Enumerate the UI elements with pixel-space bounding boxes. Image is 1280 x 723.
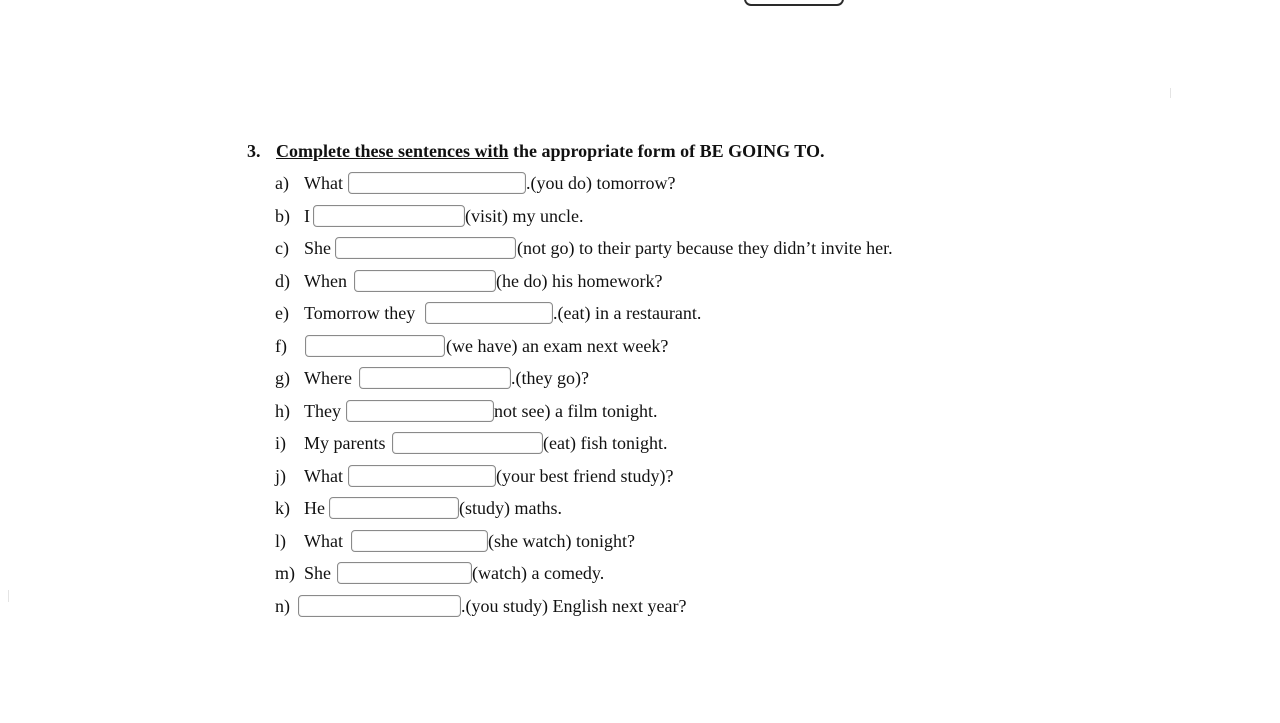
item-suffix-text: .(eat) in a restaurant.: [553, 303, 702, 323]
scan-mark-left: [8, 590, 9, 602]
answer-input-c[interactable]: [335, 237, 516, 259]
item-prefix-text: They: [304, 400, 341, 421]
item-letter: n): [275, 595, 290, 616]
item-suffix-text: (study) maths.: [459, 498, 562, 518]
answer-input-j[interactable]: [348, 465, 496, 487]
exercise-item-j: [275, 460, 967, 493]
exercise-number: 3.: [247, 141, 261, 161]
item-suffix-text: (visit) my uncle.: [465, 205, 584, 226]
exercise-item-l: [275, 525, 967, 558]
exercise-item-k: [275, 492, 967, 525]
item-suffix-text: (watch) a comedy.: [472, 563, 605, 583]
item-letter: l): [275, 530, 286, 551]
exercise-item-i: [275, 427, 967, 460]
item-suffix-text: .(you do) tomorrow?: [526, 173, 676, 193]
item-suffix-text: (your best friend study)?: [496, 465, 674, 486]
exercise-item-a: [275, 167, 967, 200]
answer-input-d[interactable]: [354, 270, 496, 292]
item-suffix-text: .(they go)?: [511, 368, 589, 388]
item-prefix-text: She: [304, 238, 331, 258]
exercise-items: [247, 167, 967, 622]
item-letter: h): [275, 400, 290, 421]
item-prefix-text: He: [304, 498, 325, 518]
item-suffix-text: (we have) an exam next week?: [446, 335, 669, 356]
item-letter: e): [275, 303, 289, 323]
item-letter: g): [275, 368, 290, 388]
answer-input-h[interactable]: [346, 400, 494, 422]
answer-input-e[interactable]: [425, 302, 553, 324]
item-prefix-text: She: [304, 563, 331, 583]
item-letter: c): [275, 238, 289, 258]
answer-input-b[interactable]: [313, 205, 465, 227]
item-prefix-text: Where: [304, 368, 352, 388]
exercise-item-e: [275, 297, 967, 330]
exercise-item-b: [275, 200, 967, 233]
item-prefix-text: I: [304, 205, 310, 226]
exercise-item-c: [275, 232, 967, 265]
exercise-item-h: [275, 395, 967, 428]
answer-input-l[interactable]: [351, 530, 488, 552]
answer-input-f[interactable]: [305, 335, 445, 357]
item-letter: b): [275, 205, 290, 226]
item-letter: a): [275, 173, 289, 193]
item-prefix-text: What: [304, 530, 343, 551]
exercise-item-g: [275, 362, 967, 395]
item-letter: i): [275, 433, 286, 453]
item-prefix-text: Tomorrow they: [304, 303, 416, 323]
item-suffix-text: not see) a film tonight.: [494, 400, 658, 421]
item-letter: f): [275, 335, 287, 356]
item-letter: j): [275, 465, 286, 486]
exercise-item-n: [275, 590, 967, 623]
exercise-3: [247, 138, 967, 622]
answer-input-m[interactable]: [337, 562, 472, 584]
item-suffix-text: (she watch) tonight?: [488, 530, 635, 551]
exercise-instruction: the appropriate form of BE GOING TO.: [508, 141, 825, 161]
item-prefix-text: What: [304, 173, 343, 193]
top-tab-outline: [744, 0, 844, 6]
answer-input-k[interactable]: [329, 497, 459, 519]
answer-input-i[interactable]: [392, 432, 543, 454]
exercise-item-m: [275, 557, 967, 590]
scan-mark-right: [1170, 88, 1171, 98]
item-suffix-text: (eat) fish tonight.: [543, 433, 668, 453]
answer-input-g[interactable]: [359, 367, 511, 389]
exercise-instruction-underlined: Complete these sentences with: [276, 141, 509, 161]
exercise-item-d: [275, 265, 967, 298]
item-prefix-text: When: [304, 270, 347, 291]
exercise-item-f: [275, 330, 967, 363]
item-letter: k): [275, 498, 290, 518]
item-letter: d): [275, 270, 290, 291]
item-suffix-text: (he do) his homework?: [496, 270, 663, 291]
item-letter: m): [275, 563, 295, 583]
item-prefix-text: What: [304, 465, 343, 486]
answer-input-a[interactable]: [348, 172, 526, 194]
item-suffix-text: (not go) to their party because they didn’t invite her.: [517, 238, 893, 258]
item-suffix-text: .(you study) English next year?: [461, 595, 687, 616]
item-prefix-text: My parents: [304, 433, 386, 453]
answer-input-n[interactable]: [298, 595, 461, 617]
exercise-heading: [247, 138, 967, 164]
